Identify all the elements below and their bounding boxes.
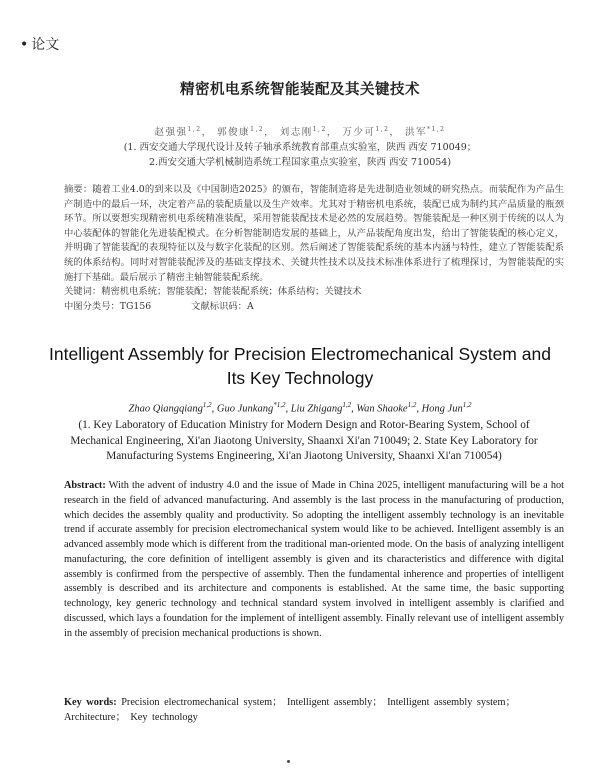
cn-author-sep: ， — [201, 127, 213, 138]
page-mark — [287, 760, 290, 763]
cn-author-sup: 1,2 — [250, 125, 265, 133]
cn-author: 郭俊康 — [217, 127, 251, 138]
en-abstract-text: With the advent of industry 4.0 and the issue of Made in China 2025, intelligent manufacturing will be a hot research in the field of advanced manufacturing. And assembly is the last process in the manufacturing of production, which decides the assembly quality and productivity. So adopting the intelligent assembly technology is an inevitable trend if accurate assembly for precision electromechanical system would like to be achieved. Intelligent assembly is an advanced assembly mode which is different from the traditional man-oriented mode. On the basis of analyzing intelligent manufacturing, the core definition of intelligent assembly is given and its characteristics and difference with digital assembly is confirmed from the perspective of assembly. Then the fundamental inherence and properties of intelligent assembly is described and its architecture and components is established. At the same time, the basic supporting technology, key generic technology and technical standard system involved in intelligent assembly is clarified and discussed, which lays a foundation for the implement of intelligent assembly. Finally relevant use of intelligent assembly in the assembly of precision mechanical productions is shown. — [64, 480, 565, 639]
en-abstract-label: Abstract: — [64, 480, 106, 491]
cn-affiliation-1: (1. 西安交通大学现代设计及转子轴承系统教育部重点实验室，陕西 西安 710049； — [123, 142, 477, 153]
en-author-sup: 1,2 — [202, 401, 212, 409]
en-author-sep: , — [211, 403, 217, 415]
en-author-sep: , — [285, 403, 291, 415]
cn-affiliation-2: 2.西安交通大学机械制造系统工程国家重点实验室，陕西 西安 710054) — [148, 157, 452, 168]
cn-doc-value: A — [246, 300, 254, 312]
en-keywords-text: Precision electromechanical system； Intelligent assembly； Intelligent assembly system； Architecture； Key technology — [64, 697, 516, 723]
english-keywords — [64, 695, 564, 725]
cn-keywords-label: 关键词： — [64, 286, 102, 298]
cn-abstract-text: 随着工业4.0的到来以及《中国制造2025》的颁布，智能制造将是先进制造业领域的研究热点。而装配作为产品生产制造中的最后一环，决定着产品的装配质量以及生产效率。尤其对于精密机电系统，装配已成为制约其产品质量的瓶颈环节。所以要想实现精密机电系统精准装配，采用智能装配技术是必然的发展趋势。智能装配是一种区别于传统的以人为中心装配体的智能化先进装配模式。在分析智能制造发展的基础上，从产品装配角度出发，给出了智能装配的核心定义，并明确了智能装配的表现特征以及与数字化装配的区别。然后阐述了智能装配系统的基本内涵与特性，建立了智能装配系统的体系结构。同时对智能装配涉及的基础支撑技术、关键共性技术以及技术标准体系进行了梳理探讨，为智能装配的实施打下基础。最后展示了精密主轴智能装配系统。 — [64, 184, 564, 283]
cn-author-sup: 1,2 — [312, 125, 327, 133]
cn-class-label: 中图分类号： — [64, 300, 120, 312]
cn-abstract-label: 摘要： — [64, 184, 93, 195]
english-affiliations: (1. Key Laboratory of Education Ministry for Modern Design and Rotor-Bearing System, School of Mechanical Engineering, Xi'an Jiaotong University, Shaanxi Xi'an 710049; 2. State Key Laboratory for Manufacturing Systems Engineering, Xi'an Jiaotong University, Shaanxi Xi'an 710054) — [70, 419, 538, 462]
chinese-title: 精密机电系统智能装配及其关键技术 — [180, 82, 420, 98]
cn-author-sep: ， — [326, 127, 338, 138]
en-author-sup: 1,2 — [342, 401, 352, 409]
cn-classification — [64, 300, 564, 315]
cn-keywords-text: 精密机电系统；智能装配；智能装配系统；体系结构；关键技术 — [101, 286, 362, 298]
en-author-sup: 1,2 — [407, 401, 417, 409]
cn-class-number — [64, 300, 151, 315]
cn-doc-code — [191, 300, 254, 315]
en-author: Hong Jun — [421, 403, 463, 415]
chinese-abstract-block — [64, 183, 564, 314]
cn-author-sup: 1,2 — [375, 125, 390, 133]
en-author-sep: , — [416, 403, 422, 415]
cn-author-sup: 1,2 — [187, 125, 202, 133]
cn-author: 刘志刚 — [279, 127, 313, 138]
english-authors — [0, 401, 600, 415]
section-bullet: • — [20, 37, 29, 53]
section-label: 论文 — [31, 37, 60, 53]
en-author: Liu Zhigang — [290, 403, 343, 415]
en-author: Zhao Qiangqiang — [128, 403, 203, 415]
en-author: Wan Shaoke — [356, 403, 408, 415]
section-tag — [20, 34, 59, 54]
en-author-sup: 1,2 — [462, 401, 472, 409]
cn-author-sep: ， — [389, 127, 401, 138]
chinese-authors — [0, 124, 600, 138]
english-abstract — [64, 479, 564, 641]
cn-doc-label: 文献标识码： — [191, 300, 247, 312]
cn-author-sup: *1,2 — [426, 125, 446, 133]
english-title: Intelligent Assembly for Precision Electromechanical System and Its Key Technology — [49, 344, 551, 388]
cn-author: 万少可 — [342, 127, 376, 138]
en-keywords-label: Key words: — [64, 697, 117, 708]
en-author-sep: , — [351, 403, 357, 415]
en-author: Guo Junkang — [216, 403, 274, 415]
cn-class-value: TG156 — [119, 300, 152, 312]
chinese-affiliations — [0, 140, 600, 170]
cn-keywords — [64, 285, 564, 300]
cn-abstract-paragraph — [64, 183, 564, 285]
cn-author: 赵强强 — [154, 127, 188, 138]
en-author-sup: *1,2 — [273, 401, 286, 409]
cn-author: 洪军 — [404, 127, 427, 138]
cn-author-sep: ， — [264, 127, 276, 138]
